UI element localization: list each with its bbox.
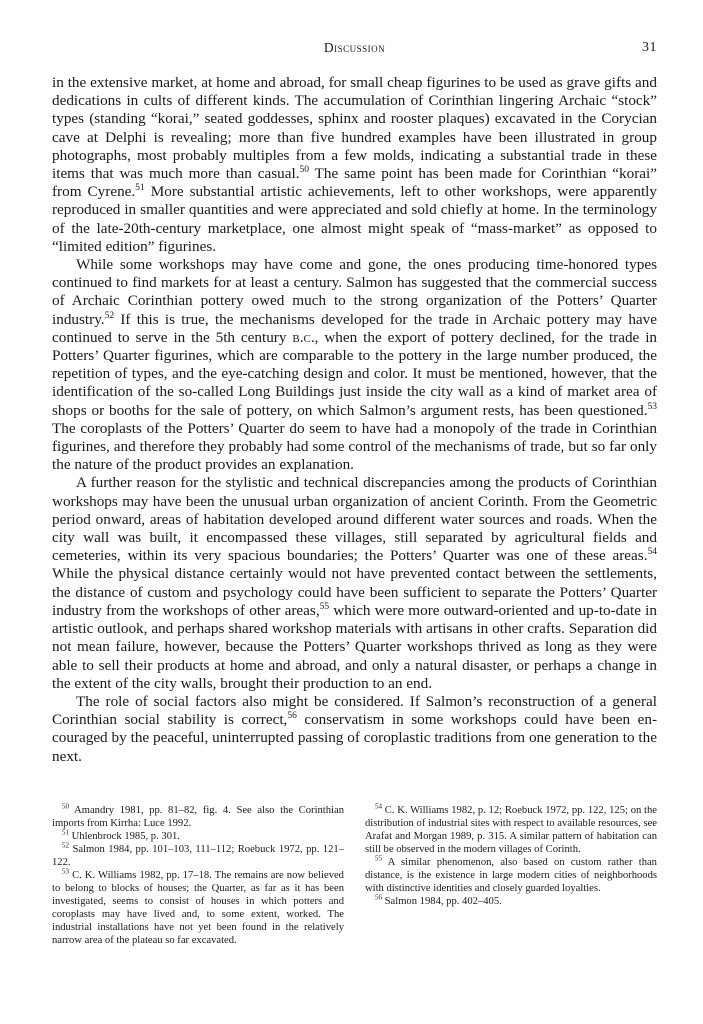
text-run: The same point has been made for Corinthian “korai” from Cyrene.	[52, 165, 657, 201]
paragraph	[52, 474, 657, 692]
footnote	[52, 830, 344, 843]
text-run: More substantial artistic achievements, left to other workshops, were apparently reproduced in smaller quantities and were appreciated and sold chiefly at home. In the terminology of the late-20th-century marketplace, one almost might speak of “mass-market” as opposed to “limited edition” figurines.	[52, 183, 657, 255]
footnote-text: A similar phenomenon, also based on custom rather than distance, is the existence in large modern cities of neighborhoods with distinctive identities and closely guarded loyalties.	[365, 857, 657, 894]
footnote-ref: 53	[647, 401, 657, 412]
text-run: A further reason for the stylistic and technical discrepancies among the products of Corinthian workshops may have been the unusual urban organization of ancient Corinth. From the Geometric period onward, areas of habitation developed around different water sources and roads. When the city wall was built, it encompassed these villages, still separated by agricultural fields and cemeteries, within its very spacious boundaries; the Potters’ Quarter was one of these areas.	[52, 474, 657, 565]
text-run: which were more outward-oriented and up-to-date in artistic outlook, and perhaps shared workshop materials with artisans in other crafts. Separation did not mean failure, however, because the Potters’ Quarter workshops thrived as long as they were able to sell their products at home and abroad, and only a natural disaster, or perhaps a change in the extent of the city walls, brought their production to an end.	[52, 601, 657, 692]
footnote-number: 53	[62, 867, 69, 876]
footnote-ref: 50	[299, 164, 310, 175]
footnote-text: Salmon 1984, pp. 402–405.	[384, 896, 502, 907]
footnote	[52, 843, 344, 869]
footnote-ref: 52	[104, 310, 115, 321]
paragraph	[52, 74, 657, 256]
footnote	[365, 856, 657, 895]
footnotes-left-column	[52, 804, 344, 947]
footnote-number: 55	[375, 854, 382, 863]
footnote-ref: 51	[135, 183, 145, 194]
page	[52, 40, 658, 946]
text-run: in the extensive market, at home and abroad, for small cheap figurines to be used as grave gifts and dedications in cults of different kinds. The accumulation of Corinthian lingering Archaic “stock” types (standing “korai,” seated goddesses, sphinx and rooster plaques) excavated in the Corycian cave at Delphi is revealing; more than five hundred examples have been illustrated in group photographs, most probably multiples from a few molds, indicating a substantial trade in these items that was much more than casual.	[52, 74, 657, 183]
footnote-number: 52	[62, 841, 69, 850]
text-run: The role of social factors also might be considered. If Salmon’s reconstruction of a general Corinthian social stability is correct,	[52, 692, 657, 729]
footnote	[52, 804, 344, 830]
text-run: While some workshops may have come and gone, the ones producing time-honored types continued to find markets for at least a century. Salmon has suggested that the commercial success of Archaic Corinthian pottery owed much to the strong organization of the Potters’ Quarter industry.	[52, 256, 657, 328]
body-text	[52, 74, 657, 766]
footnote	[365, 895, 657, 908]
footnotes-right-column	[365, 804, 657, 947]
running-head	[52, 40, 657, 62]
footnote-ref: 54	[647, 547, 657, 558]
footnote-text: Amandry 1981, pp. 81–82, fig. 4. See also the Corinthian imports from Kirrha: Luce 1992.	[52, 805, 344, 829]
text-run: The coroplasts of the Potters’ Quarter do seem to have had a monopoly of the trade in Corinthian figurines, and therefore they probably had some control of the mechanisms of trade, but so far only the nature of the product provides an explanation.	[52, 419, 657, 474]
footnote-number: 54	[375, 802, 382, 811]
paragraph	[52, 256, 657, 474]
footnote	[52, 869, 344, 947]
footnotes	[52, 804, 657, 947]
footnote-number: 50	[62, 802, 69, 811]
paragraph	[52, 693, 657, 766]
small-caps-text: b.c.	[292, 328, 315, 346]
footnote	[365, 804, 657, 856]
footnote-ref: 56	[287, 711, 297, 722]
text-run: While the physical distance certainly would not have prevented contact between the settlements, the distance of custom and psychology could have been sufficient to separate the Potters’ Quarter industry from the workshops of other areas,	[52, 565, 657, 619]
text-run: If this is true, the mechanisms developed for the trade in Archaic pottery may have continued to serve in the 5th century	[52, 310, 657, 346]
footnote-text: C. K. Williams 1982, pp. 17–18. The remains are now believed to belong to blocks of houses; the Quarter, as far as it has been investigated, seems to consist of houses in which potters and coroplasts may have lived and, to some extent, worked. The industrial installations have not yet been found in the relatively narrow area of the plateau so far excavated.	[52, 870, 344, 946]
running-title: Discussion	[323, 40, 386, 55]
footnote-number: 56	[375, 893, 382, 902]
footnote-text: Salmon 1984, pp. 101–103, 111–112; Roebuck 1972, pp. 121–122.	[52, 844, 344, 868]
footnote-text: C. K. Williams 1982, p. 12; Roebuck 1972, pp. 122, 125; on the distribution of industrial sites with respect to available resources, see Arafat and Morgan 1989, p. 315. A similar pattern of habitation can still be observed in the modern villages of Corinth.	[365, 805, 657, 855]
page-number: 31	[642, 40, 657, 55]
text-run: conservatism in some workshops could have been encouraged by the peaceful, uninterrupted passing of coroplastic traditions from one generation to the next.	[52, 711, 657, 765]
footnote-text: Uhlenbrock 1985, p. 301.	[71, 831, 180, 842]
footnote-number: 51	[62, 828, 69, 837]
text-run: , when the export of pottery declined, for the trade in Potters’ Quarter figurines, which are comparable to the pottery in the large number produced, the repetition of types, and the eye-catching design and color. It must be mentioned, however, that the identification of the so-called Long Buildings just inside the city wall as a kind of market area of shops or booths for the sale of pottery, on which Salmon’s argument rests, has been questioned.	[52, 328, 658, 419]
footnote-ref: 55	[319, 601, 330, 612]
